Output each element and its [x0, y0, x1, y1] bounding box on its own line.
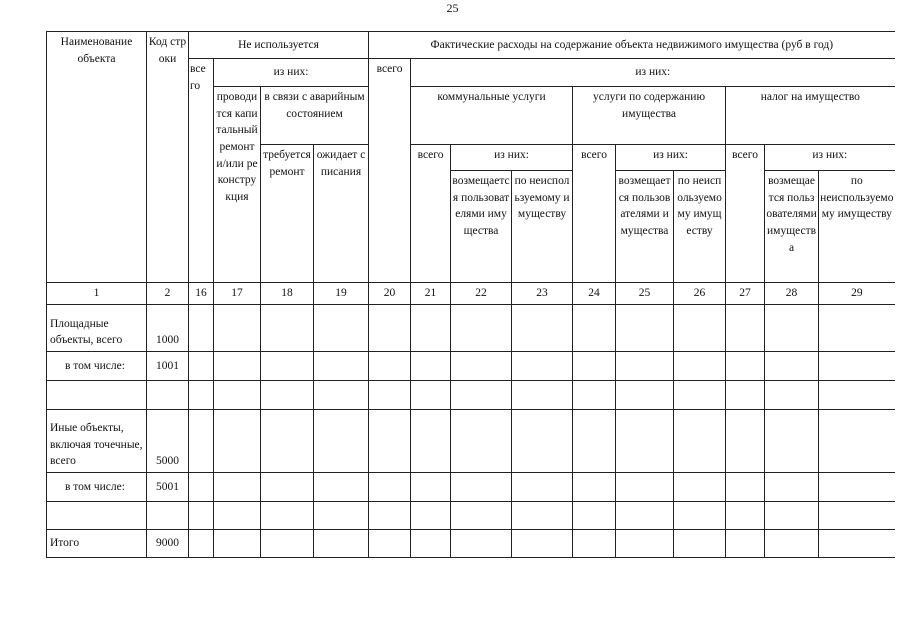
header-not-used: Не используется: [189, 32, 369, 59]
col-num-21: 21: [411, 283, 451, 305]
table-row: [47, 502, 895, 530]
header-tax-unused: по неиспользуемому имуществу: [819, 171, 895, 283]
row-name: Площадные объекты, всего: [47, 305, 147, 352]
row-name: [47, 502, 147, 530]
header-property-tax: налог на имущество: [726, 87, 895, 145]
col-num-2: 2: [147, 283, 189, 305]
col-num-26: 26: [674, 283, 726, 305]
header-utilities-unused: по неиспользуемому имуществу: [512, 171, 573, 283]
header-maintenance-unused: по неиспользуемому имуществу: [674, 171, 726, 283]
page-number: 25: [446, 1, 459, 15]
col-num-27: 27: [726, 283, 765, 305]
table-row: [47, 410, 895, 473]
header-actual-expenses: Фактические расходы на содержание объекта недвижимого имущества (руб в год): [369, 32, 895, 59]
header-row-1: [47, 32, 895, 59]
header-not-used-total: все го: [189, 59, 214, 283]
row-code: 9000: [147, 530, 189, 558]
header-tax-total: всего: [726, 145, 765, 283]
header-expenses-of-them: из них:: [411, 59, 895, 87]
header-maintenance-of-them: из них:: [616, 145, 726, 171]
table-row: [47, 352, 895, 381]
row-code: 5001: [147, 473, 189, 502]
row-code: 1001: [147, 352, 189, 381]
col-num-23: 23: [512, 283, 573, 305]
header-utilities-total: всего: [411, 145, 451, 283]
header-utilities-of-them: из них:: [451, 145, 573, 171]
row-name: [47, 381, 147, 410]
header-maintenance-total: всего: [573, 145, 616, 283]
col-num-20: 20: [369, 283, 411, 305]
row-code: 5000: [147, 410, 189, 473]
col-num-18: 18: [261, 283, 314, 305]
header-expenses-total: всего: [369, 59, 411, 283]
header-tax-reimbursed: возмещается пользователями имущества: [765, 171, 819, 283]
column-number-row: [47, 283, 895, 305]
header-emergency-state: в связи с аварийным состоянием: [261, 87, 369, 145]
header-maintenance-reimbursed: возмещается пользователями имущества: [616, 171, 674, 283]
row-code: [147, 381, 189, 410]
col-num-19: 19: [314, 283, 369, 305]
header-utilities: коммунальные услуги: [411, 87, 573, 145]
header-requires-repair: требуется ремонт: [261, 145, 314, 283]
table-row: [47, 473, 895, 502]
col-num-1: 1: [47, 283, 147, 305]
row-name: Итого: [47, 530, 147, 558]
header-maintenance-services: услуги по содержанию имущества: [573, 87, 726, 145]
col-num-25: 25: [616, 283, 674, 305]
table-row: [47, 381, 895, 410]
header-utilities-reimbursed: возмещается пользователями имущества: [451, 171, 512, 283]
expenses-form-table: [46, 31, 895, 558]
row-name: в том числе:: [47, 352, 147, 381]
table-row: [47, 305, 895, 352]
col-num-29: 29: [819, 283, 895, 305]
row-code: 1000: [147, 305, 189, 352]
col-num-17: 17: [214, 283, 261, 305]
header-tax-of-them: из них:: [765, 145, 895, 171]
row-name: в том числе:: [47, 473, 147, 502]
table-row: [47, 530, 895, 558]
row-code: [147, 502, 189, 530]
row-name: Иные объекты, включая точечные, всего: [47, 410, 147, 473]
header-object-name: Наименование объекта: [47, 32, 147, 283]
header-not-used-of-them: из них:: [214, 59, 369, 87]
header-awaits-writeoff: ожидает списания: [314, 145, 369, 283]
col-num-28: 28: [765, 283, 819, 305]
header-repair-reconstruction: проводится капитальный ремонт и/или реконструкция: [214, 87, 261, 283]
header-row-code: Код строки: [147, 32, 189, 283]
col-num-24: 24: [573, 283, 616, 305]
col-num-16: 16: [189, 283, 214, 305]
col-num-22: 22: [451, 283, 512, 305]
